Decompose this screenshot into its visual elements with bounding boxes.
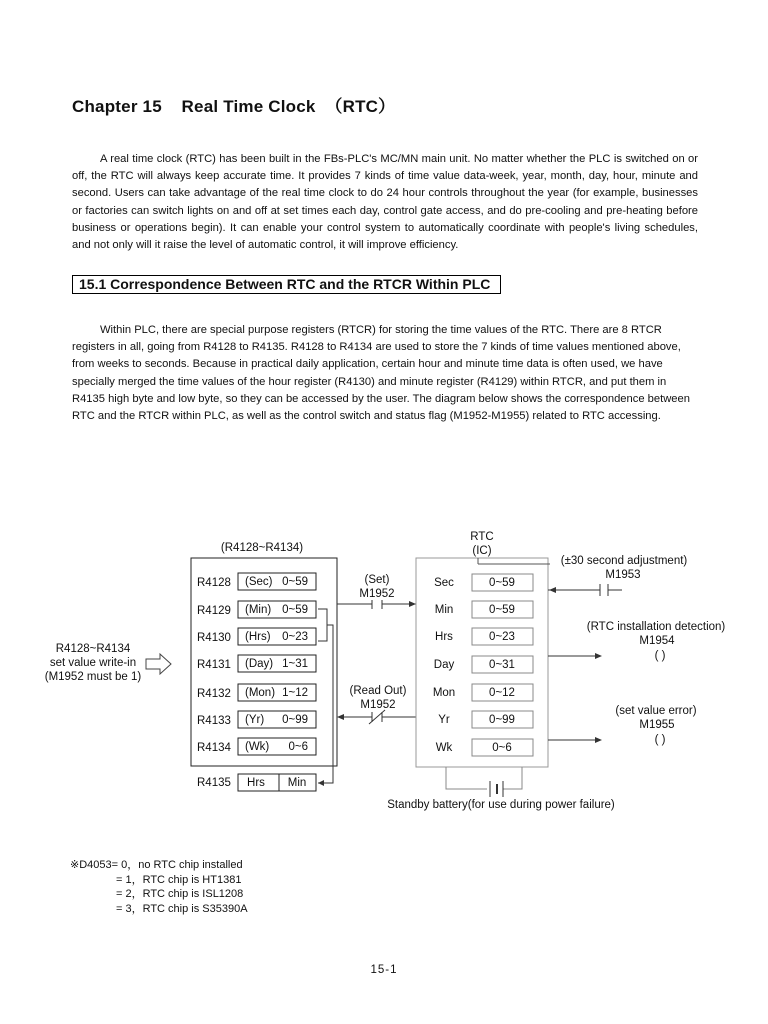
rtc-field-range: 0~12 — [489, 687, 515, 699]
error-status: ( ) — [654, 734, 666, 746]
write-in-note-line-3: (M1952 must be 1) — [44, 671, 142, 683]
register-unit: (Sec) — [245, 576, 273, 588]
section-paragraph: Within PLC, there are special purpose registers (RTCR) for storing the time values of the RTC. There are 8 RTCR registers in all, going from R4128 to R4135. R4128 to R4134 are used to store the 7 kinds of time values mentioned above, from weeks to seconds. Because in practical daily application, certain hour and minute time data is often used, we have specially merged the time values of the hour register (R4130) and minute register (R4129) within RTCR, and put them in R4135 high byte and low byte, so they can be accessed by the user. The diagram below shows the correspondence between RTC and the RTCR within PLC, as well as the control switch and status flag (M1952-M1955) related to RTC accessing. — [72, 324, 690, 423]
write-in-arrow-icon — [146, 654, 171, 674]
register-range: 0~59 — [282, 604, 308, 616]
register-id: R4129 — [197, 605, 231, 617]
register-range: 0~59 — [282, 576, 308, 588]
error-coil: M1955 — [639, 719, 675, 731]
error-arrowhead — [595, 737, 602, 743]
note-line: = 1，RTC chip is HT1381 — [116, 873, 242, 886]
detection-coil: M1954 — [639, 635, 675, 647]
chapter-title: Chapter 15 Real Time Clock （RTC） — [72, 97, 396, 116]
register-range: 0~99 — [282, 714, 308, 726]
register-unit: (Wk) — [245, 741, 270, 753]
intro-paragraph: A real time clock (RTC) has been built in the FBs-PLC's MC/MN main unit. No matter whether the PLC is switched on or off, the RTC will always keep accurate time. It provides 7 kinds of time value data-week, year, month, day, hour, minute and second. Users can take advantage of the real time clock to do 24 hour controls throughout the year (for example, businesses or factories can switch lights on and off at set times each day, control gate access, and do pre-cooling and pre-heating before business or operations begin). It can enable your control system to automatically coordinate with people's living schedules, and not only will it raise the level of automatic control, it will improve efficiency. — [72, 153, 698, 252]
battery-line-left — [446, 767, 487, 789]
read-switch-label: (Read Out) — [349, 685, 407, 697]
rtc-field-range: 0~31 — [489, 659, 515, 671]
register-unit: (Hrs) — [245, 631, 271, 643]
adjust-arrowhead — [549, 587, 556, 593]
rtc-field-name: Hrs — [435, 631, 453, 643]
merge-arrowhead — [318, 780, 324, 786]
rtc-field-range: 0~59 — [489, 604, 515, 616]
note-line: ※D4053= 0，no RTC chip installed — [70, 859, 243, 871]
error-label: (set value error) — [615, 705, 697, 717]
register-range: 1~12 — [282, 687, 308, 699]
set-arrowhead — [409, 601, 416, 607]
register-range: 0~23 — [282, 631, 308, 643]
merged-register-high: Hrs — [247, 777, 265, 789]
page-number: 15-1 — [370, 964, 398, 976]
rtc-field-name: Wk — [435, 742, 453, 754]
read-switch-coil: M1952 — [360, 699, 396, 711]
register-id: R4132 — [197, 688, 231, 700]
section-title: 15.1 Correspondence Between RTC and the RTCR Within PLC — [72, 275, 501, 294]
rtc-field-range: 0~6 — [492, 742, 512, 754]
set-switch-coil: M1952 — [359, 588, 395, 600]
set-switch-label: (Set) — [364, 574, 390, 586]
register-rows — [197, 573, 316, 755]
merge-brace — [318, 609, 327, 641]
rtc-field-range: 0~59 — [489, 577, 515, 589]
write-in-note-line-1: R4128~R4134 — [55, 643, 131, 655]
adjustment-coil: M1953 — [605, 569, 641, 581]
rtc-ic-label: (IC) — [472, 545, 492, 557]
rtc-field-name: Min — [434, 604, 454, 616]
chip-notes — [70, 858, 248, 916]
register-unit: (Day) — [245, 658, 274, 670]
detection-status: ( ) — [654, 650, 666, 662]
rtc-field-name: Sec — [434, 577, 454, 589]
note-line: = 2，RTC chip is ISL1208 — [116, 888, 244, 900]
read-arrowhead — [337, 714, 344, 720]
register-unit: (Mon) — [245, 687, 276, 699]
register-group-label: (R4128~R4134) — [220, 542, 304, 554]
register-id: R4130 — [197, 632, 231, 644]
register-id: R4133 — [197, 715, 231, 727]
register-id: R4128 — [197, 577, 231, 589]
register-range: 0~6 — [288, 741, 308, 753]
adjustment-label: (±30 second adjustment) — [560, 555, 688, 567]
battery-label: Standby battery(for use during power failure) — [387, 799, 615, 811]
write-in-note-line-2: set value write-in — [49, 657, 137, 669]
rtc-label: RTC — [470, 531, 494, 543]
register-id: R4134 — [197, 742, 231, 754]
rtc-field-name: Yr — [438, 714, 450, 726]
note-line: = 3，RTC chip is S35390A — [116, 902, 248, 915]
register-unit: (Yr) — [245, 714, 265, 726]
merge-line — [318, 625, 333, 783]
register-id: R4131 — [197, 659, 231, 671]
merged-register-id: R4135 — [197, 777, 231, 789]
rtc-field-name: Mon — [432, 687, 456, 699]
rtc-rows — [433, 574, 533, 756]
rtc-field-range: 0~99 — [489, 714, 515, 726]
merged-register-low: Min — [287, 777, 307, 789]
register-unit: (Min) — [245, 604, 272, 616]
rtc-field-name: Day — [433, 659, 455, 671]
battery-line-right — [503, 767, 522, 789]
detection-label: (RTC installation detection) — [586, 621, 726, 633]
detection-arrowhead — [595, 653, 602, 659]
register-range: 1~31 — [282, 658, 308, 670]
rtc-field-range: 0~23 — [489, 631, 515, 643]
